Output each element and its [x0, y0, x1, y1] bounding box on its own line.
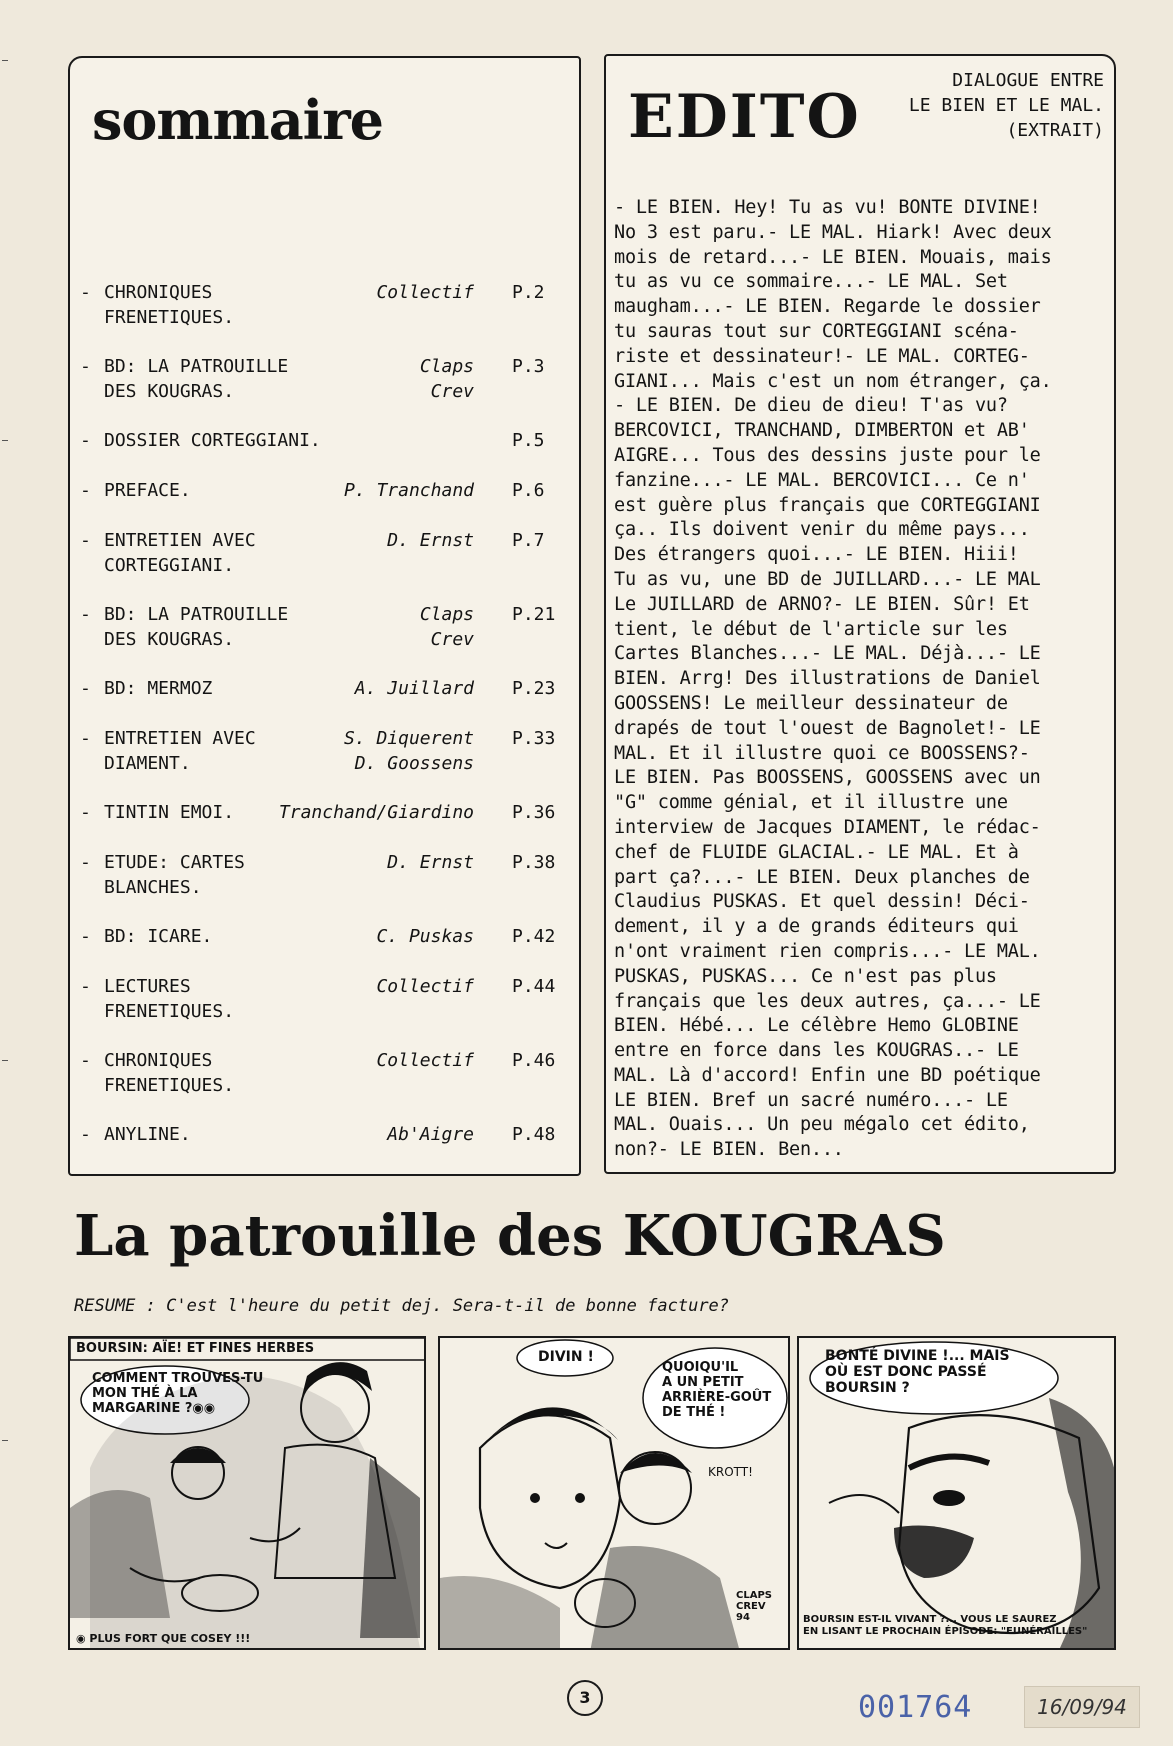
margin-tick	[2, 1060, 8, 1061]
strip-title: La patrouille des KOUGRAS	[74, 1203, 946, 1269]
toc-author: Claps Crev	[419, 604, 474, 650]
toc-bullet: -	[80, 530, 91, 551]
toc-author: Collectif	[376, 1050, 474, 1071]
toc-bullet: -	[80, 480, 91, 501]
archive-stamp-number: 001764	[858, 1690, 973, 1725]
toc-title: LECTURES FRENETIQUES.	[104, 976, 235, 1022]
toc-bullet: -	[80, 802, 91, 823]
toc-title: BD: LA PATROUILLE DES KOUGRAS.	[104, 356, 289, 402]
toc-author: S. Diquerent D. Goossens	[343, 728, 474, 774]
toc-bullet: -	[80, 678, 91, 699]
toc-page: P.33	[512, 728, 556, 749]
toc-bullet: -	[80, 356, 91, 377]
toc-title: BD: MERMOZ	[104, 678, 213, 699]
comic-panel-3	[797, 1336, 1116, 1650]
comic-panel-1	[68, 1336, 426, 1650]
toc-page: P.48	[512, 1124, 556, 1145]
toc-author: Collectif	[376, 976, 474, 997]
toc-title: TINTIN EMOI.	[104, 802, 235, 823]
page-number: 3	[567, 1680, 603, 1716]
comic-panel-2	[438, 1336, 790, 1650]
toc-title: BD: LA PATROUILLE DES KOUGRAS.	[104, 604, 289, 650]
toc-bullet: -	[80, 1124, 91, 1145]
sommaire-box	[68, 56, 581, 1176]
toc-page: P.36	[512, 802, 556, 823]
toc-title: ENTRETIEN AVEC CORTEGGIANI.	[104, 530, 256, 576]
toc-author: C. Puskas	[376, 926, 474, 947]
toc-bullet: -	[80, 282, 91, 303]
toc-page: P.42	[512, 926, 556, 947]
toc-bullet: -	[80, 728, 91, 749]
strip-resume: RESUME : C'est l'heure du petit dej. Sera-t-il de bonne facture?	[74, 1296, 730, 1316]
toc-author: A. Juillard	[354, 678, 474, 699]
toc-title: CHRONIQUES FRENETIQUES.	[104, 282, 235, 328]
toc-page: P.2	[512, 282, 545, 303]
toc-bullet: -	[80, 852, 91, 873]
toc-title: ANYLINE.	[104, 1124, 191, 1145]
toc-title: BD: ICARE.	[104, 926, 213, 947]
toc-title: CHRONIQUES FRENETIQUES.	[104, 1050, 235, 1096]
panel-1-bubble: COMMENT TROUVES-TU MON THÉ À LA MARGARINE ?◉◉	[92, 1371, 264, 1416]
toc-title: DOSSIER CORTEGGIANI.	[104, 430, 321, 451]
margin-tick	[2, 1440, 8, 1441]
toc-author: D. Ernst	[387, 530, 474, 551]
edito-body: - LE BIEN. Hey! Tu as vu! BONTE DIVINE! No 3 est paru.- LE MAL. Hiark! Avec deux mois de retard...- LE BIEN. Mouais, mais tu as vu ce sommaire...- LE MAL. Set maugham...- LE BIEN. Regarde le dossier tu sauras tout sur CORTEGGIANI scéna- riste et dessinateur!- LE MAL. CORTEG- GIANI... Mais c'est un nom étranger, ça. - LE BIEN. De dieu de dieu! T'as vu? BERCOVICI, TRANCHAND, DIMBERTON et AB' AIGRE... Tous des dessins juste pour le fanzine...- LE MAL. BERCOVICI... Ce n' est guère plus français que CORTEGGIANI ça.. Ils doivent venir du même pays... Des étrangers quoi...- LE BIEN. Hiii! Tu as vu, une BD de JUILLARD...- LE MAL Le JUILLARD de ARNO?- LE BIEN. Sûr! Et tient, le début de l'article sur les Cartes Blanches...- LE MAL. Déjà...- LE BIEN. Arrg! Des illustrations de Daniel GOOSSENS! Le meilleur dessinateur de drapés de tout l'ouest de Bagnolet!- LE MAL. Et il illustre quoi ce BOOSSENS?- LE BIEN. Pas BOOSSENS, GOOSSENS avec un "G" comme génial, et il illustre une interview de Jacques DIAMENT, le rédac- chef de FLUIDE GLACIAL.- LE MAL. Et à part ça?...- LE BIEN. Deux planches de Claudius PUSKAS. Et quel dessin! Déci- dement, il y a de grands éditeurs qui n'ont vraiment rien compris...- LE MAL. PUSKAS, PUSKAS... Ce n'est pas plus français que les deux autres, ça...- LE BIEN. Hébé... Le célèbre Hemo GLOBINE entre en force dans les KOUGRAS..- LE MAL. Là d'accord! Enfin une BD poétique LE BIEN. Bref un sacré numéro...- LE MAL. Ouais... Un peu mégalo cet édito, non?- LE BIEN. Ben...	[614, 197, 1052, 1161]
toc-author: Claps Crev	[419, 356, 474, 402]
toc-author: Collectif	[376, 282, 474, 303]
toc-title: ENTRETIEN AVEC DIAMENT.	[104, 728, 256, 774]
toc-page: P.7	[512, 530, 545, 551]
edito-subtitle: DIALOGUE ENTRE LE BIEN ET LE MAL. (EXTRAIT)	[908, 70, 1104, 141]
toc-page: P.5	[512, 430, 545, 451]
toc-author: Ab'Aigre	[387, 1124, 474, 1145]
panel-1-caption: BOURSIN: AÏE! ET FINES HERBES	[76, 1341, 315, 1356]
margin-tick	[2, 440, 8, 441]
toc-page: P.44	[512, 976, 556, 997]
toc-page: P.46	[512, 1050, 556, 1071]
toc-bullet: -	[80, 430, 91, 451]
toc-bullet: -	[80, 976, 91, 997]
toc-page: P.38	[512, 852, 556, 873]
toc-title: PREFACE.	[104, 480, 191, 501]
toc-bullet: -	[80, 604, 91, 625]
panel-2-sfx: KROTT!	[708, 1465, 753, 1479]
panel-3-bubble: BONTÉ DIVINE !... MAIS OÙ EST DONC PASSÉ BOURSIN ?	[825, 1348, 1010, 1396]
toc-author: Tranchand/Giardino	[278, 802, 474, 823]
panel-2-signature: CLAPS CREV 94	[736, 1590, 772, 1623]
toc-page: P.21	[512, 604, 556, 625]
edito-box	[604, 54, 1116, 1174]
panel-2-bubble-2: QUOIQU'IL A UN PETIT ARRIÈRE-GOÛT DE THÉ !	[662, 1360, 772, 1420]
toc-bullet: -	[80, 926, 91, 947]
toc-page: P.6	[512, 480, 545, 501]
toc-page: P.23	[512, 678, 556, 699]
toc-title: ETUDE: CARTES BLANCHES.	[104, 852, 245, 898]
toc-author: D. Ernst	[387, 852, 474, 873]
edito-title: EDITO	[628, 82, 861, 152]
panel-1-footer: ◉ PLUS FORT QUE COSEY !!!	[76, 1632, 251, 1645]
archive-stamp-date: 16/09/94	[1024, 1686, 1140, 1728]
toc-author: P. Tranchand	[343, 480, 474, 501]
panel-3-footer: BOURSIN EST-IL VIVANT ?... VOUS LE SAUREZ EN LISANT LE PROCHAIN ÉPISODE: "FUNÉRAILLES"	[803, 1614, 1088, 1637]
toc-bullet: -	[80, 1050, 91, 1071]
sommaire-title: sommaire	[92, 88, 384, 152]
margin-tick	[2, 60, 8, 61]
panel-2-bubble-1: DIVIN !	[538, 1349, 594, 1365]
toc-page: P.3	[512, 356, 545, 377]
